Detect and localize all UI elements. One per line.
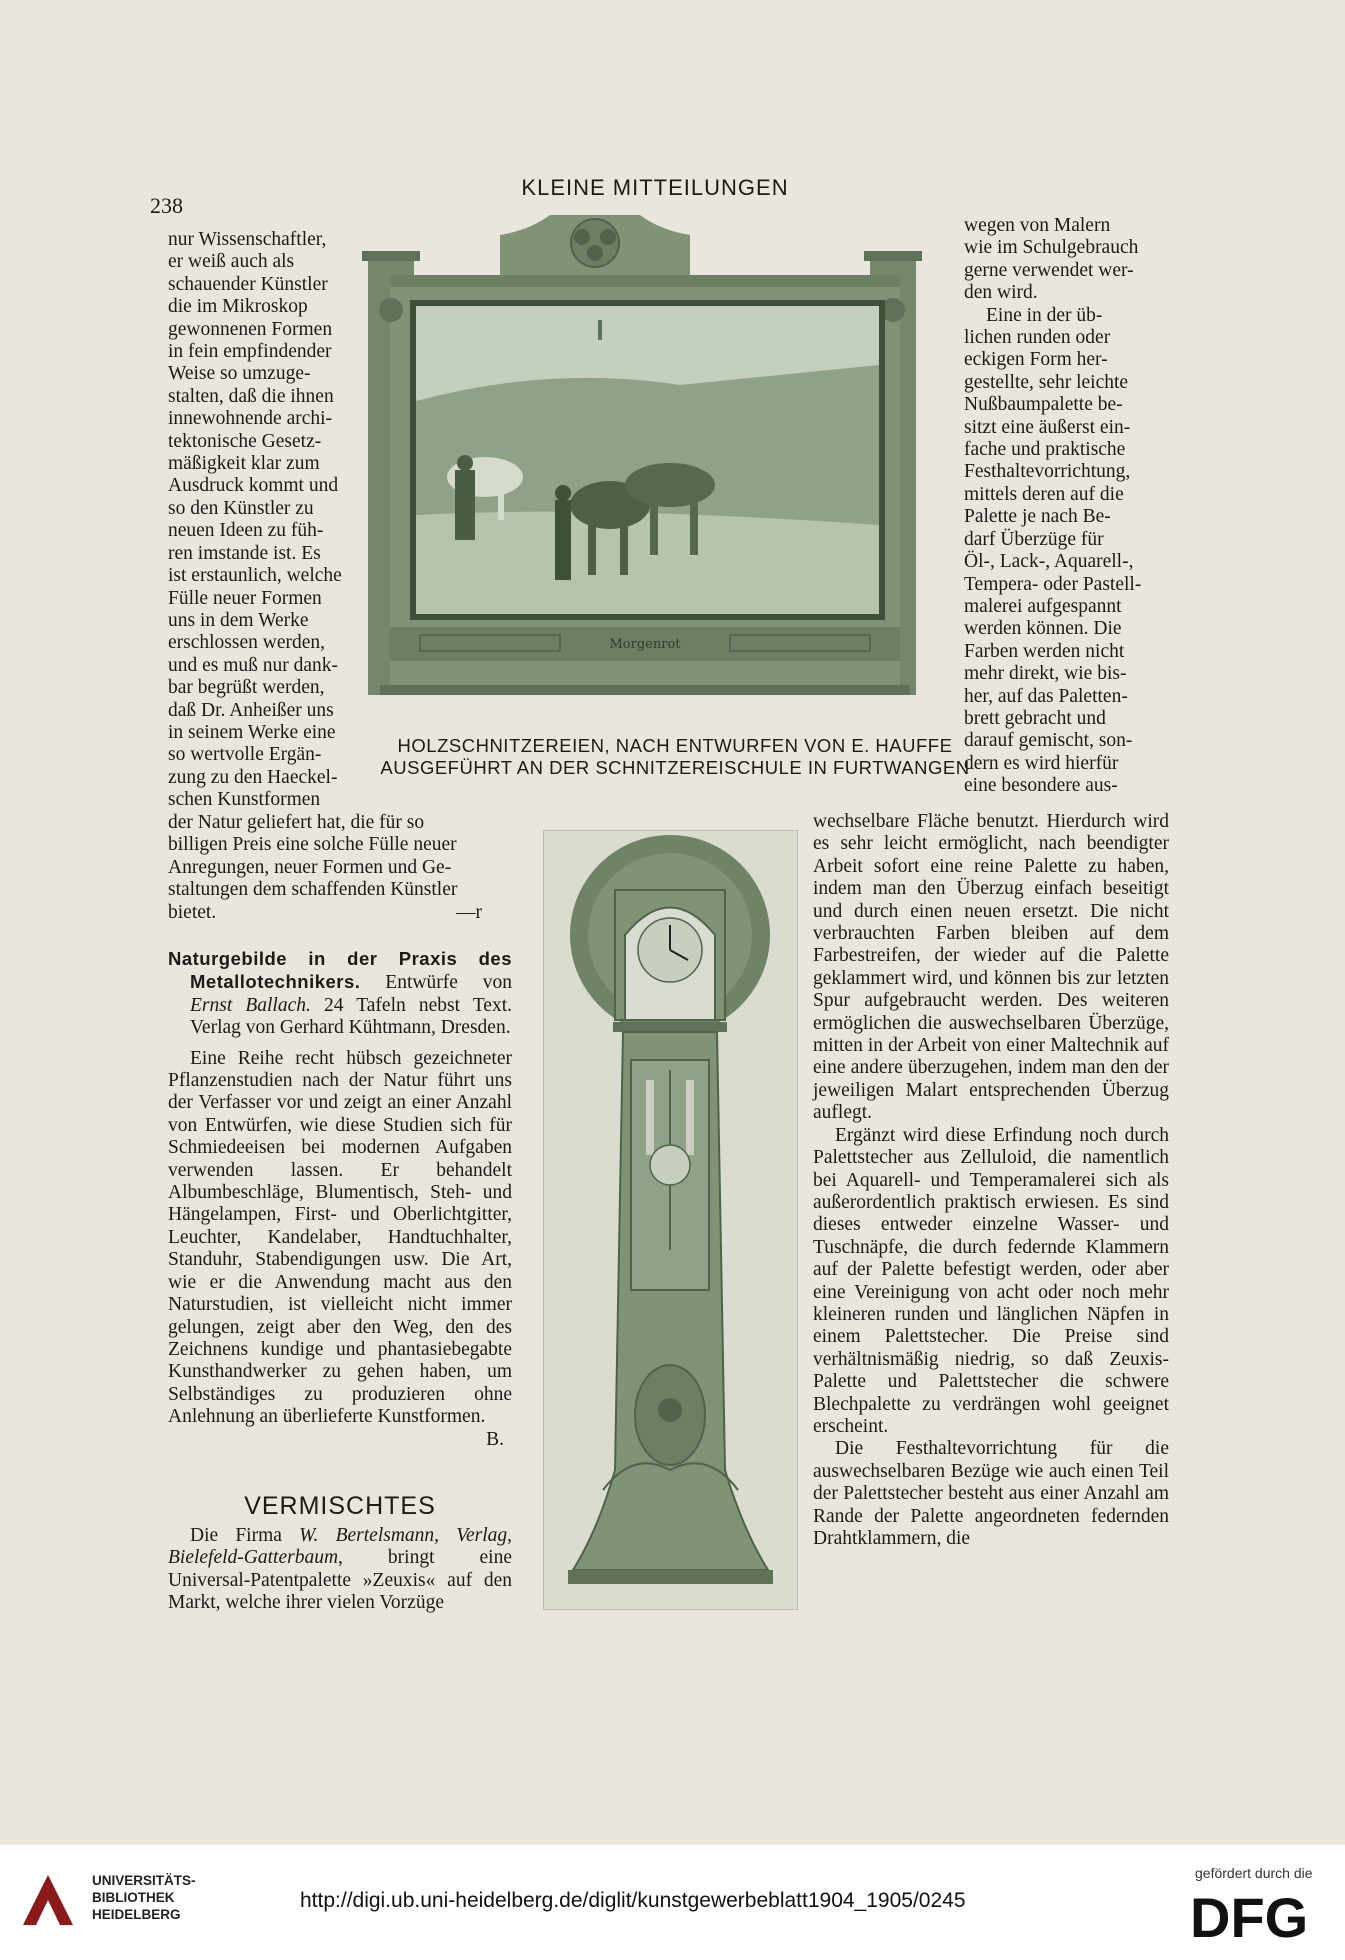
paragraph: Ergänzt wird diese Erfindung noch durch Palettstecher aus Zelluloid, die namentlich bei Aquarell- und Temperamalerei sich als außerordentlich praktisch erwiesen. Es sind dieses entweder einzelne Wasser- und Tuschnäpfe, die durch federnde Klammern auf der Palette befestigt werden, oder aber eine Vereinigung von acht oder noch mehr kleineren runden und länglichen Näpfen in einem Palettstecher. Die Preise sind verhältnismäßig niedrig, so daß Zeuxis-Palette und Palettstecher die schwere Blechpalette zu verdrängen wohl geeignet erscheint. (813, 1124, 1169, 1437)
text-line: brett gebracht und (964, 707, 1106, 729)
text-line: eckigen Form her- (964, 349, 1108, 371)
right-bottom-column (813, 811, 1169, 1550)
text-line: Anregungen, neuer Formen und Ge- (168, 856, 452, 878)
text-line: werden können. Die (964, 618, 1122, 640)
carved-frame-figure (350, 215, 955, 725)
text-line: ist erstaunlich, welche (168, 565, 342, 587)
text-line: dern es wird hierfür (964, 752, 1119, 774)
figure1-caption (345, 735, 1005, 779)
clock-figure (543, 830, 798, 1610)
text-line: Öl-, Lack-, Aquarell-, (964, 551, 1134, 573)
section-heading-vermischtes: VERMISCHTES (244, 1492, 436, 1520)
review-title (168, 948, 512, 1040)
review-title-bold: Naturgebilde in der Praxis des Metallotechnikers. (168, 948, 512, 993)
text-line: malerei aufgespannt (964, 595, 1122, 617)
vermischtes-text (168, 1525, 512, 1615)
page-number: 238 (150, 193, 183, 218)
text-line: so den Künstler zu (168, 497, 314, 519)
pendulum (650, 1145, 690, 1185)
text-line: eine besondere aus- (964, 775, 1118, 797)
text-line: zung zu den Haeckel- (168, 766, 338, 788)
review-body: Eine Reihe recht hübsch gezeichneter Pflanzenstudien nach der Natur führt uns der Verfasser vor und zeigt an einer Anzahl von Entwürfen, wie diese Studien sich für Schmiedeeisen bei modernen Aufgaben verwenden lassen. Er behandelt Albumbeschläge, Blumentisch, Steh- und Hängelampen, First- und Oberlichtgitter, Leuchter, Kandelaber, Handtuchhalter, Standuhr, Stabendigungen usw. Die Art, wie er die Anwendung macht aus den Naturstudien, ist vielleicht nicht immer gelungen, zeigt aber den Weg, den des Zeichnens kundige und phantasiebegabte Kunsthandwerker zu gehen haben, um Selbständiges zu produzieren ohne Anlehnung an überlieferte Kunstformen. (168, 1047, 512, 1428)
review-title-rest: Entwürfe von (360, 972, 512, 994)
text-line: tektonische Gesetz- (168, 430, 322, 452)
text-line: sitzt eine äußerst ein- (964, 416, 1131, 438)
caption-line-2: AUSGEFÜHRT AN DER SCHNITZEREISCHULE IN FURTWANGEN (380, 757, 970, 778)
vermischtes-block (168, 1525, 512, 1615)
text-line: billigen Preis eine solche Fülle neuer (168, 834, 457, 856)
text-line: fache und praktische (964, 439, 1126, 461)
text-line: Nußbaumpalette be- (964, 394, 1123, 416)
text-line: in fein empfindender (168, 341, 332, 363)
firm-name: W. Bertelsmann, Verlag, Bielefeld-Gatterbaum, (168, 1525, 513, 1569)
viewer-footer (0, 1845, 1345, 1960)
text-line: nur Wissenschaftler, (168, 229, 327, 250)
caption-line-1: HOLZSCHNITZEREIEN, NACH ENTWURFEN VON E. HAUFFE (397, 735, 953, 756)
text-line: gerne verwendet wer- (964, 259, 1134, 281)
text-a: Die Firma (190, 1525, 300, 1546)
text-line: wie im Schulgebrauch (964, 237, 1139, 259)
text-line: wegen von Malern (964, 215, 1111, 236)
text-line: Festhaltevorrichtung, (964, 461, 1131, 483)
text-line: Eine in der üb- (986, 304, 1103, 326)
text-line: er weiß auch als (168, 251, 295, 273)
text-line: den wird. (964, 282, 1038, 304)
review-details: 24 Tafeln nebst Text. Verlag von Gerhard Kühtmann, Dresden. (190, 994, 512, 1039)
paragraph: wechselbare Fläche benutzt. Hierdurch wird es sehr leicht ermöglicht, nach beendigter Arbeit sofort eine reine Palette zu haben, indem man den Überzug einfach beseitigt und durch einen neuen ersetzt. Die nicht verbrauchten Farben bleiben auf dem Farbestreifen, der wieder auf die Palette geklammert wird, und können bis zur letzten Spur aufgebraucht werden. Des weiteren ermöglichen die auswechselbaren Überzüge, mitten in der Arbeit von einer Maltechnik auf eine andere überzugehen, indem man den der jeweiligen Malart entsprechenden Überzug auflegt. (813, 811, 1169, 1124)
text-line: gestellte, sehr leichte (964, 371, 1129, 393)
text-line: schen Kunstformen (168, 789, 321, 811)
text-line: Fülle neuer Formen (168, 587, 322, 609)
library-line: UNIVERSITÄTS- (92, 1873, 196, 1888)
source-url-link[interactable]: http://digi.ub.uni-heidelberg.de/diglit/kunstgewerbeblatt1904_1905/0245 (300, 1889, 966, 1912)
author-sig: —r (456, 901, 482, 923)
text-line: daß Dr. Anheißer uns (168, 699, 334, 721)
text-line: neuen Ideen zu füh- (168, 520, 324, 542)
review-author: Ernst Ballach. (190, 994, 311, 1016)
dfg-logo (1190, 1885, 1330, 1945)
text-line: darauf gemischt, son- (964, 730, 1133, 752)
text-line: lichen runden oder (964, 327, 1111, 349)
funded-by-label: gefördert durch die (1195, 1865, 1313, 1881)
text-line: uns in dem Werke (168, 609, 309, 631)
text-line: in seinem Werke eine (168, 721, 336, 743)
text-line: gewonnenen Formen (168, 318, 333, 340)
text-line: Ausdruck kommt und (168, 475, 339, 497)
text-b: bringt eine Universal-Patentpalette »Zeuxis« auf den Markt, welche ihrer vielen Vorzüge (168, 1547, 512, 1614)
frame-inscription: Morgenrot (609, 637, 681, 652)
text-line: mehr direkt, wie bis- (964, 663, 1127, 685)
text-line: und es muß nur dank- (168, 654, 339, 676)
text-line: Farben werden nicht (964, 640, 1125, 662)
text-line: Tempera- oder Pastell- (964, 573, 1142, 595)
left-top-column (168, 229, 346, 812)
library-line: HEIDELBERG (92, 1907, 181, 1922)
text-line: Weise so umzuge- (168, 363, 311, 385)
dfg-text: DFG (1190, 1886, 1309, 1945)
paragraph: Die Festhaltevorrichtung für die auswechselbaren Bezüge wie auch einen Teil der Palettstecher besteht aus einer Anzahl am Rande der Palette angeordneten federnden Drahtklammern, die (813, 1438, 1169, 1549)
text-line: so wertvolle Ergän- (168, 744, 322, 766)
text-line: innewohnende archi- (168, 408, 333, 430)
text-line: erschlossen werden, (168, 632, 326, 654)
text-line: her, auf das Paletten- (964, 685, 1128, 707)
text-line: darf Überzüge für (964, 528, 1104, 550)
running-head: KLEINE MITTEILUNGEN (521, 175, 789, 200)
library-line: BIBLIOTHEK (92, 1890, 175, 1905)
review-signature: B. (486, 1428, 504, 1450)
text-line: der Natur geliefert hat, die für so (168, 812, 425, 833)
text-line: die im Mikroskop (168, 296, 308, 318)
left-mid-block (168, 812, 512, 924)
text-line: bietet. (168, 901, 217, 923)
text-line: Palette je nach Be- (964, 506, 1111, 528)
review-block (168, 948, 512, 1451)
library-logo-icon (18, 1870, 78, 1930)
library-name (92, 1872, 196, 1923)
text-line: schauender Künstler (168, 273, 328, 295)
text-line: ren imstande ist. Es (168, 542, 321, 564)
text-line: staltungen dem schaffenden Künstler (168, 879, 458, 901)
text-line: stalten, daß die ihnen (168, 385, 334, 407)
text-line: mäßigkeit klar zum (168, 453, 320, 475)
last-line (168, 902, 512, 924)
text-line: mittels deren auf die (964, 483, 1124, 505)
right-top-column (964, 215, 1170, 798)
text-line: bar begrüßt werden, (168, 677, 325, 699)
